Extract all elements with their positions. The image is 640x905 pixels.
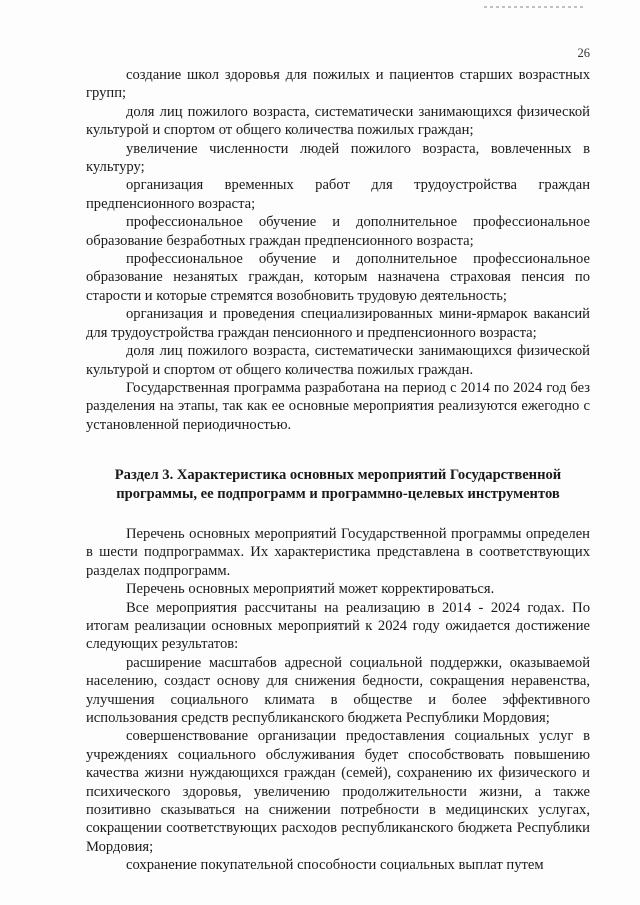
- paragraph: организация временных работ для трудоустройства граждан предпенсионного возраста;: [86, 177, 590, 212]
- paragraph: профессиональное обучение и дополнительное профессиональное образование незанятых граждан, которым назначена страховая пенсия по старости и которые стремятся возобновить трудовую деятельность;: [86, 251, 590, 304]
- paragraph: организация и проведения специализированных мини-ярмарок вакансий для трудоустройства граждан пенсионного и предпенсионного возраста;: [86, 306, 590, 341]
- paragraph: совершенствование организации предоставления социальных услуг в учреждениях социального обслуживания будет способствовать повышению качества жизни нуждающихся граждан (семей), сохранению их физического и психического здоровья, увеличению продолжительности жизни, а также позитивно сказываться на снижении потребности в медицинских услугах, сокращении соответствующих расходов республиканского бюджета Республики Мордовия;: [86, 728, 590, 855]
- paragraph: профессиональное обучение и дополнительное профессиональное образование безработных граждан предпенсионного возраста;: [86, 214, 590, 249]
- paragraph: Перечень основных мероприятий Государственной программы определен в шести подпрограммах. Их характеристика представлена в соответствующих разделах подпрограмм.: [86, 525, 590, 579]
- spacer: [86, 503, 590, 525]
- paragraph: расширение масштабов адресной социальной поддержки, оказываемой населению, создаст основу для снижения бедности, сокращения неравенства, улучшения социального климата в обществе и более эффективного использования средств республиканского бюджета Республики Мордовия;: [86, 654, 590, 726]
- paragraph: создание школ здоровья для пожилых и пациентов старших возрастных групп;: [86, 67, 590, 102]
- paragraph: увеличение численности людей пожилого возраста, вовлеченных в культуру;: [86, 140, 590, 176]
- paragraph: сохранение покупательной способности социальных выплат путем: [126, 857, 544, 874]
- section-heading: Раздел 3. Характеристика основных мероприятий Государственной программы, ее подпрограмм и программно-целевых инструментов: [114, 467, 562, 502]
- page-number: 26: [577, 46, 590, 60]
- spacer: [86, 434, 590, 452]
- document-body: [86, 66, 590, 875]
- paragraph: доля лиц пожилого возраста, систематически занимающихся физической культурой и спортом от общего количества пожилых граждан;: [86, 103, 590, 139]
- scan-artifact: [484, 6, 584, 8]
- paragraph: Все мероприятия рассчитаны на реализацию в 2014 - 2024 годах. По итогам реализации основных мероприятий к 2024 году ожидается достижение следующих результатов:: [86, 599, 590, 653]
- paragraph: доля лиц пожилого возраста, систематически занимающихся физической культурой и спортом от общего количества пожилых граждан.: [86, 343, 590, 378]
- paragraph: Перечень основных мероприятий может корректироваться.: [126, 581, 495, 598]
- paragraph: Государственная программа разработана на период с 2014 по 2024 год без разделения на этапы, так как ее основные мероприятия реализуются ежегодно с установленной периодичностью.: [86, 379, 590, 433]
